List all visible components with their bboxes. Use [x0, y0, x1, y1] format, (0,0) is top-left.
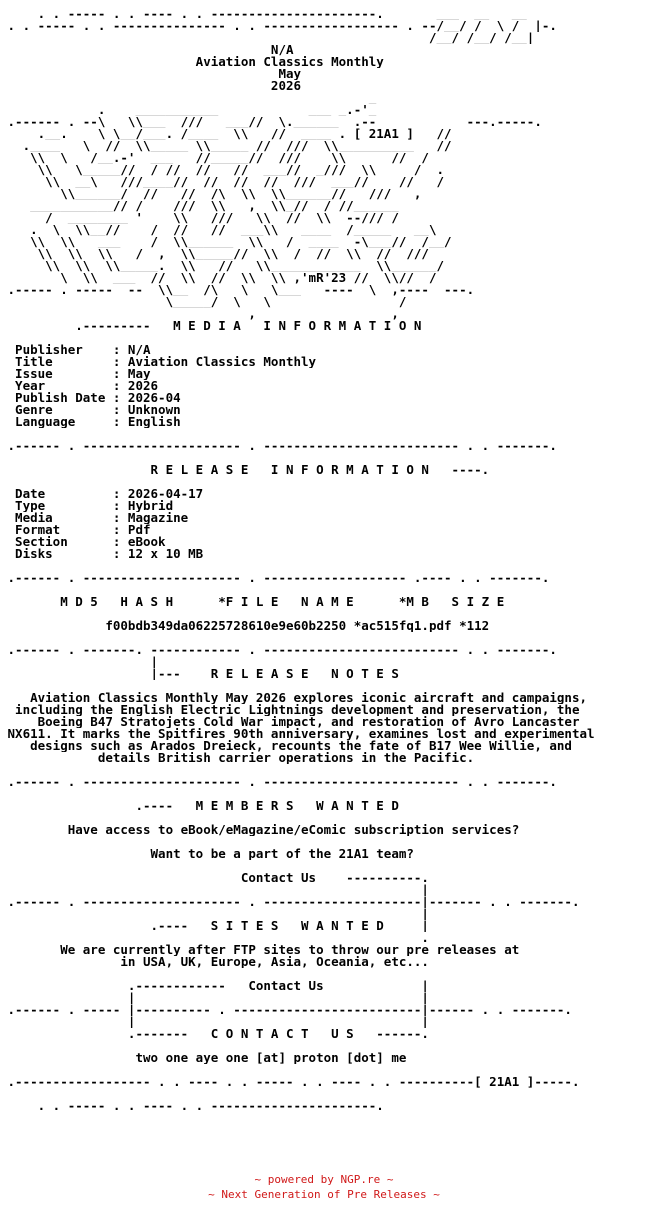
- nfo-line: [0, 812, 648, 824]
- nfo-line: / ________ ' \\ /// \\ // \\ --/// /: [0, 212, 399, 224]
- nfo-line: Date : 2026-04-17: [0, 488, 204, 500]
- nfo-line: [0, 764, 648, 776]
- nfo-line: Genre : Unknown: [0, 404, 181, 416]
- nfo-line: details British carrier operations in the Pacific.: [0, 752, 475, 764]
- nfo-line: R E L E A S E I N F O R M A T I O N ----.: [0, 464, 490, 476]
- nfo-line: May: [0, 68, 302, 80]
- nfo-line: . . ----- . . --------------- . . ------------------ . --/__/ / \ / |-.: [0, 20, 557, 32]
- footer: [0, 1172, 648, 1202]
- nfo-line: \\ \_____// / // // // ___// _/// \\ / .: [0, 164, 445, 176]
- nfo-line: [0, 1088, 648, 1100]
- nfo-line: . ___________ ___ _.-'_: [0, 104, 377, 116]
- nfo-line: N/A: [0, 44, 294, 56]
- nfo-line: [0, 1040, 648, 1052]
- nfo-line: .------------ Contact Us |: [0, 980, 429, 992]
- nfo-line: |: [0, 884, 429, 896]
- nfo-line: .---- S I T E S W A N T E D |: [0, 920, 429, 932]
- nfo-line: \\ \\ \\_____. \\ // \\____________ \\______/: [0, 260, 445, 272]
- nfo-line: | |: [0, 992, 429, 1004]
- nfo-line: \_____/ \ \ /: [0, 296, 407, 308]
- nfo-line: \\ \\ ___ / \\______ \\ / ____ -\___// /__/: [0, 236, 452, 248]
- nfo-line: , ,: [0, 308, 399, 320]
- nfo-line: Have access to eBook/eMagazine/eComic subscription services?: [0, 824, 520, 836]
- nfo-line: [0, 1064, 648, 1076]
- nfo-line: Disks : 12 x 10 MB: [0, 548, 204, 560]
- nfo-line: | |: [0, 1016, 429, 1028]
- nfo-line: .------ . --------------------- . ---------------------|------- . . -------.: [0, 896, 580, 908]
- nfo-line: .------ . -------. ------------ . -------------------------- . . -------.: [0, 644, 557, 656]
- nfo-line: in USA, UK, Europe, Asia, Oceania, etc...: [0, 956, 429, 968]
- nfo-line: \\ \ /__.-' ___ //_____// /// \\ // /: [0, 152, 429, 164]
- nfo-line: Contact Us ----------.: [0, 872, 429, 884]
- nfo-line: [0, 860, 648, 872]
- nfo-line: Aviation Classics Monthly May 2026 explores iconic aircraft and campaigns,: [0, 692, 587, 704]
- nfo-line: [0, 608, 648, 620]
- nfo-line: [0, 968, 648, 980]
- nfo-line: \\______/ // // /\ \\ \\______// /// ,: [0, 188, 422, 200]
- nfo-line: Aviation Classics Monthly: [0, 56, 384, 68]
- nfo-line: ___________// / /// \\ , \\_// / //______: [0, 200, 399, 212]
- nfo-line: 2026: [0, 80, 302, 92]
- nfo-line: .----- . ----- -- \\__ /\ \ \___ ---- \ ,---- ---.: [0, 284, 475, 296]
- nfo-line: Publish Date : 2026-04: [0, 392, 181, 404]
- nfo-line: [0, 836, 648, 848]
- nfo-line: Publisher : N/A: [0, 344, 151, 356]
- nfo-line: .------ . --------------------- . -------------------------- . . -------.: [0, 776, 557, 788]
- nfo-line: \\ \\ \\ / , \\_____// \\ / // \\ // ///: [0, 248, 429, 260]
- nfo-line: .---- M E M B E R S W A N T E D: [0, 800, 399, 812]
- nfo-line: Language : English: [0, 416, 181, 428]
- nfo-line: |: [0, 656, 159, 668]
- footer-tagline: ~ Next Generation of Pre Releases ~: [208, 1188, 440, 1201]
- nfo-line: . \ \\__// / // // ___\\ ____ /_____ __\: [0, 224, 437, 236]
- nfo-line: |--- R E L E A S E N O T E S: [0, 668, 399, 680]
- nfo-line: .------------------ . . ---- . . ----- . . ---- . . ----------[ 21A1 ]-----.: [0, 1076, 580, 1088]
- nfo-line: [0, 452, 648, 464]
- nfo-line: [0, 476, 648, 488]
- nfo-line: [0, 632, 648, 644]
- nfo-line: \\ __\ ///____// // // // /// ___// // /: [0, 176, 445, 188]
- nfo-line: two one aye one [at] proton [dot] me: [0, 1052, 407, 1064]
- nfo-line: Type : Hybrid: [0, 500, 174, 512]
- nfo-line: /__/ /__/ /__|: [0, 32, 535, 44]
- nfo-line: _: [0, 92, 377, 104]
- nfo-line: Title : Aviation Classics Monthly: [0, 356, 317, 368]
- nfo-line: Want to be a part of the 21A1 team?: [0, 848, 414, 860]
- nfo-line: Format : Pdf: [0, 524, 151, 536]
- nfo-line: M D 5 H A S H *F I L E N A M E *M B S I Z E: [0, 596, 505, 608]
- nfo-line: NX611. It marks the Spitfires 90th anniversary, examines lost and experimental: [0, 728, 595, 740]
- nfo-line: . . ----- . . ---- . . ----------------------.: [0, 1100, 384, 1112]
- nfo-line: [0, 332, 648, 344]
- nfo-line: .------ . --\ \\___ /// ___// \.______ .-- ---.-----.: [0, 116, 542, 128]
- nfo-line: [0, 428, 648, 440]
- nfo-line: .: [0, 932, 429, 944]
- nfo-line: .------ . ----- |---------- . -------------------------|------ . . -------.: [0, 1004, 572, 1016]
- nfo-line: f00bdb349da06225728610e9e60b2250 *ac515fq1.pdf *112: [0, 620, 490, 632]
- nfo-line: Issue : May: [0, 368, 151, 380]
- nfo-line: including the English Electric Lightnings development and preservation, the: [0, 704, 580, 716]
- nfo-line: Boeing B47 Stratojets Cold War impact, and restoration of Avro Lancaster: [0, 716, 580, 728]
- nfo-line: .------ . --------------------- . -------------------------- . . -------.: [0, 440, 557, 452]
- nfo-line: [0, 788, 648, 800]
- footer-powered-by: ~ powered by NGP.re ~: [254, 1173, 394, 1186]
- nfo-line: [0, 560, 648, 572]
- nfo-line: [0, 680, 648, 692]
- nfo-line: designs such as Arados Dreieck, recounts the fate of B17 Wee Willie, and: [0, 740, 572, 752]
- nfo-line: Section : eBook: [0, 536, 166, 548]
- nfo-line: We are currently after FTP sites to throw our pre releases at: [0, 944, 520, 956]
- nfo-line: \ \\ ___ // \\ // \\ \\ ,'mR'23 // \\// /: [0, 272, 437, 284]
- nfo-line: .------- C O N T A C T U S ------.: [0, 1028, 429, 1040]
- nfo-text-block: [0, 8, 648, 1112]
- nfo-line: Year : 2026: [0, 380, 159, 392]
- nfo-line: |: [0, 908, 429, 920]
- nfo-line: [0, 584, 648, 596]
- nfo-line: .--------- M E D I A I N F O R M A T I O N: [0, 320, 422, 332]
- nfo-line: . . ----- . . ---- . . ----------------------. ___ __ __: [0, 8, 527, 20]
- nfo-line: Media : Magazine: [0, 512, 189, 524]
- nfo-line: .------ . --------------------- . ------------------- .---- . . -------.: [0, 572, 550, 584]
- nfo-line: .__. \ \__/___. /____ \\ // ____ . [ 21A1 ] //: [0, 128, 452, 140]
- nfo-line: .____ \ // \\_____ \\_____ // /// \\__________ //: [0, 140, 452, 152]
